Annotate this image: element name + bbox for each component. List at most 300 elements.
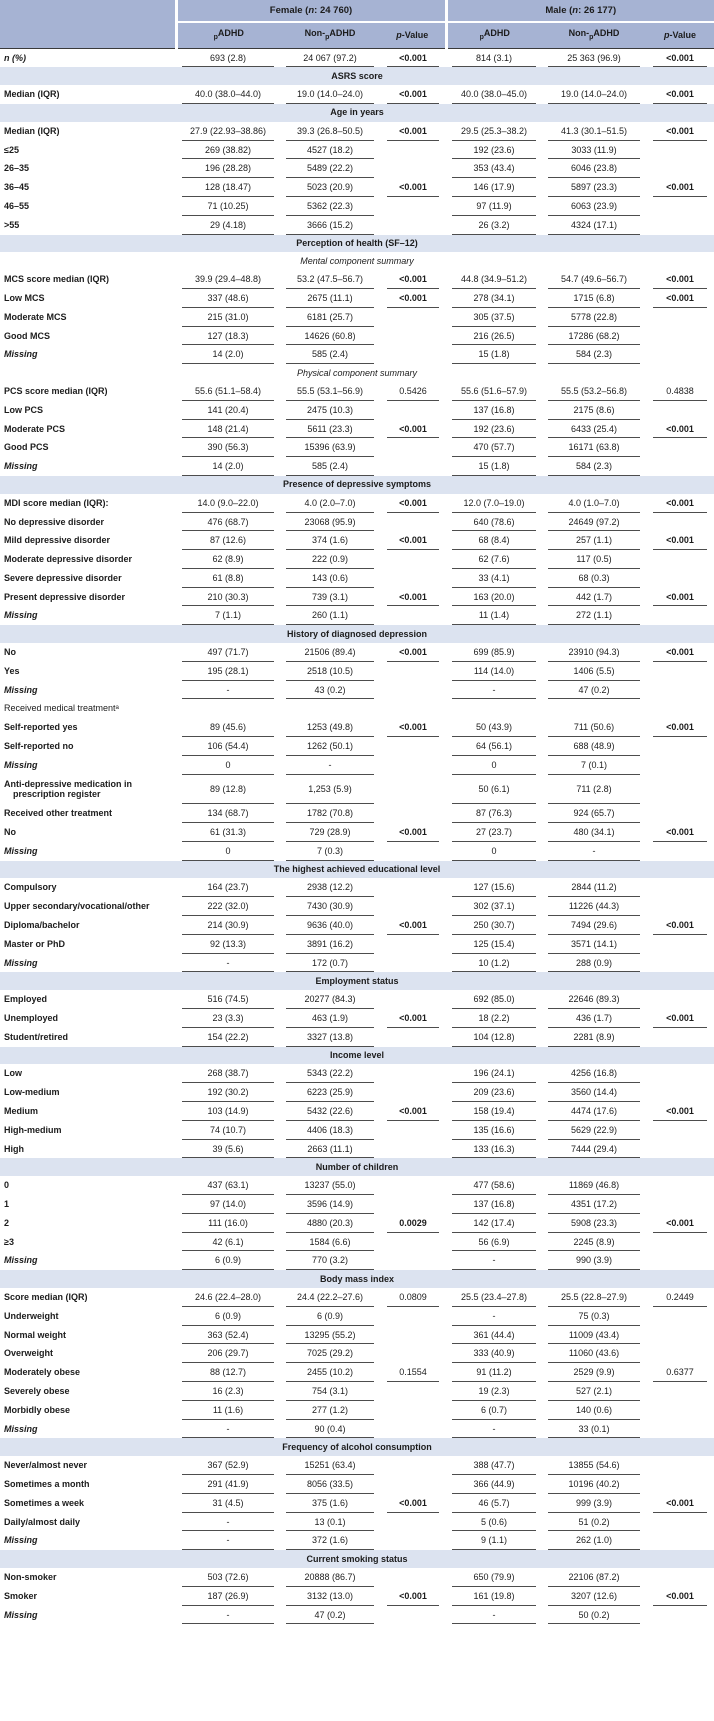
col-header-non-padhd-male (542, 22, 646, 48)
section-title: Employment status (0, 972, 714, 990)
p-value-cell (380, 1121, 446, 1140)
data-row (0, 513, 714, 532)
row-label: Missing (4, 349, 38, 360)
data-row (0, 141, 714, 160)
p-value-cell: <0.001 (380, 270, 446, 289)
row-label: Low-medium (4, 1087, 60, 1098)
value-cell: 584 (2.3) (542, 345, 646, 364)
value-cell: 114 (14.0) (446, 662, 542, 681)
p-value-cell (646, 1420, 714, 1439)
value-cell: 3560 (14.4) (542, 1083, 646, 1102)
value-cell: 277 (1.2) (280, 1401, 380, 1420)
data-row (0, 1214, 714, 1233)
value-cell: 3666 (15.2) (280, 216, 380, 235)
value-cell: 2938 (12.2) (280, 878, 380, 897)
p-value-cell (380, 1475, 446, 1494)
value-cell: 770 (3.2) (280, 1251, 380, 1270)
data-row (0, 935, 714, 954)
data-row (0, 420, 714, 439)
row-label: Diploma/bachelor (4, 920, 80, 931)
p-value-cell (380, 775, 446, 805)
p-value-cell (646, 804, 714, 823)
p-value-cell: <0.001 (380, 643, 446, 662)
section-title: Presence of depressive symptoms (0, 476, 714, 494)
value-cell: 61 (8.8) (176, 569, 280, 588)
p-value-cell (646, 513, 714, 532)
value-cell: 13855 (54.6) (542, 1456, 646, 1475)
p-value-cell: <0.001 (380, 289, 446, 308)
value-cell: 5897 (23.3) (542, 178, 646, 197)
section-header-row (0, 972, 714, 990)
p-value-cell (380, 681, 446, 700)
p-value-cell (380, 1251, 446, 1270)
data-row (0, 289, 714, 308)
value-cell: 196 (28.28) (176, 159, 280, 178)
p-value-cell (380, 141, 446, 160)
row-label: Low PCS (4, 404, 44, 415)
value-cell: 272 (1.1) (542, 606, 646, 625)
value-cell: 14.0 (9.0–22.0) (176, 494, 280, 513)
value-cell: 15396 (63.9) (280, 438, 380, 457)
p-subscript: p (479, 34, 484, 42)
data-row (0, 1028, 714, 1047)
value-cell: 999 (3.9) (542, 1494, 646, 1513)
p-value-cell (646, 197, 714, 216)
data-row (0, 1288, 714, 1307)
row-label: Non-smoker (4, 1571, 57, 1582)
value-cell: - (446, 1251, 542, 1270)
row-label: Missing (4, 1255, 38, 1266)
p-value-cell (380, 327, 446, 346)
row-label: Missing (4, 1535, 38, 1546)
value-cell: 43 (0.2) (280, 681, 380, 700)
value-cell: 133 (16.3) (446, 1140, 542, 1159)
value-cell: 0 (446, 842, 542, 861)
value-cell: 9636 (40.0) (280, 916, 380, 935)
value-cell: 209 (23.6) (446, 1083, 542, 1102)
p-value-cell: <0.001 (646, 494, 714, 513)
value-cell: 163 (20.0) (446, 588, 542, 607)
p-subscript: p (589, 34, 594, 42)
value-cell: 4.0 (1.0–7.0) (542, 494, 646, 513)
row-label: 2 (4, 1217, 10, 1228)
p-value-cell (646, 1326, 714, 1345)
value-cell: 210 (30.3) (176, 588, 280, 607)
data-row (0, 48, 714, 67)
p-value-cell (646, 1064, 714, 1083)
value-cell: 6063 (23.9) (542, 197, 646, 216)
value-cell: 13295 (55.2) (280, 1326, 380, 1345)
value-cell: 5023 (20.9) (280, 178, 380, 197)
value-cell: 89 (45.6) (176, 718, 280, 737)
row-label: Missing (4, 759, 38, 770)
value-cell: 6046 (23.8) (542, 159, 646, 178)
value-cell: - (446, 1606, 542, 1625)
p-value-cell (646, 1606, 714, 1625)
row-label: Median (IQR) (4, 89, 60, 100)
value-cell: 361 (44.4) (446, 1326, 542, 1345)
p-value-cell (646, 1121, 714, 1140)
value-cell: 137 (16.8) (446, 1195, 542, 1214)
value-cell: 13 (0.1) (280, 1513, 380, 1532)
p-value-cell: <0.001 (380, 48, 446, 67)
row-label: 46–55 (4, 200, 30, 211)
p-value-cell (380, 1307, 446, 1326)
value-cell: 25 363 (96.9) (542, 48, 646, 67)
value-cell: 88 (12.7) (176, 1363, 280, 1382)
section-title: Frequency of alcohol consumption (0, 1438, 714, 1456)
row-label: Mild depressive disorder (4, 535, 111, 546)
p-value-cell (380, 550, 446, 569)
value-cell: 269 (38.82) (176, 141, 280, 160)
row-label: No (4, 647, 16, 658)
value-cell: 42 (6.1) (176, 1233, 280, 1252)
value-cell: 24649 (97.2) (542, 513, 646, 532)
group-header-row (0, 0, 714, 22)
value-cell: 158 (19.4) (446, 1102, 542, 1121)
data-row (0, 954, 714, 973)
row-label: MDI score median (IQR): (4, 497, 109, 508)
p-value-cell: <0.001 (646, 1494, 714, 1513)
section-header-row (0, 861, 714, 879)
row-label: Severely obese (4, 1385, 70, 1396)
value-cell: 46 (5.7) (446, 1494, 542, 1513)
p-subscript: p (325, 34, 330, 42)
p-value-cell: 0.5426 (380, 382, 446, 401)
p-value-cell: <0.001 (646, 122, 714, 141)
value-cell: 3891 (16.2) (280, 935, 380, 954)
p-value-cell: <0.001 (646, 48, 714, 67)
p-value-cell: <0.001 (646, 289, 714, 308)
p-value-cell (380, 878, 446, 897)
section-title: Perception of health (SF–12) (0, 235, 714, 253)
p-value-cell (646, 990, 714, 1009)
p-value-cell (380, 737, 446, 756)
p-value-cell (646, 1401, 714, 1420)
row-label: Employed (4, 994, 48, 1005)
p-value-cell (380, 842, 446, 861)
row-label: 0 (4, 1180, 10, 1191)
value-cell: 11 (1.4) (446, 606, 542, 625)
value-cell: 90 (0.4) (280, 1420, 380, 1439)
col-header-padhd-male (446, 22, 542, 48)
p-value-label: -Value (669, 30, 697, 41)
data-row (0, 1064, 714, 1083)
data-row (0, 197, 714, 216)
data-row (0, 178, 714, 197)
data-row (0, 122, 714, 141)
value-cell: 585 (2.4) (280, 345, 380, 364)
p-value-cell: <0.001 (646, 1102, 714, 1121)
value-cell: 125 (15.4) (446, 935, 542, 954)
value-cell: 584 (2.3) (542, 457, 646, 476)
value-cell: 50 (0.2) (542, 1606, 646, 1625)
value-cell: 87 (12.6) (176, 531, 280, 550)
row-label: Good MCS (4, 330, 50, 341)
p-value-cell: 0.0029 (380, 1214, 446, 1233)
value-cell: 47 (0.2) (542, 681, 646, 700)
p-value-cell (646, 1195, 714, 1214)
male-label-prefix: Male ( (545, 5, 573, 16)
p-value-label: -Value (401, 30, 429, 41)
value-cell: 470 (57.7) (446, 438, 542, 457)
value-cell: 1782 (70.8) (280, 804, 380, 823)
p-value-cell (646, 438, 714, 457)
table-body (0, 48, 714, 1624)
value-cell: 363 (52.4) (176, 1326, 280, 1345)
row-label: Upper secondary/vocational/other (4, 901, 150, 912)
p-value-cell: <0.001 (380, 178, 446, 197)
value-cell: 0 (176, 756, 280, 775)
p-value-cell (380, 1233, 446, 1252)
col-header-padhd-female (176, 22, 280, 48)
value-cell: 7430 (30.9) (280, 897, 380, 916)
data-row (0, 897, 714, 916)
section-title: Income level (0, 1047, 714, 1065)
p-subscript: p (213, 34, 218, 42)
value-cell: 92 (13.3) (176, 935, 280, 954)
value-cell: 711 (2.8) (542, 775, 646, 805)
p-value-cell (646, 1176, 714, 1195)
p-value-cell (380, 159, 446, 178)
section-header-row (0, 1158, 714, 1176)
p-symbol: p (664, 30, 670, 41)
value-cell: 388 (47.7) (446, 1456, 542, 1475)
value-cell: 11009 (43.4) (542, 1326, 646, 1345)
data-row (0, 1513, 714, 1532)
male-group-header (446, 0, 714, 22)
value-cell: 2675 (11.1) (280, 289, 380, 308)
data-row (0, 804, 714, 823)
value-cell: 2844 (11.2) (542, 878, 646, 897)
value-cell: 0 (176, 842, 280, 861)
data-row (0, 737, 714, 756)
value-cell: 692 (85.0) (446, 990, 542, 1009)
row-label: ≤25 (4, 144, 19, 155)
row-label: Received other treatment (4, 808, 113, 819)
p-value-cell: <0.001 (646, 270, 714, 289)
p-value-cell: <0.001 (646, 823, 714, 842)
value-cell: - (176, 954, 280, 973)
p-value-cell (646, 1028, 714, 1047)
value-cell: - (176, 1531, 280, 1550)
value-cell: 278 (34.1) (446, 289, 542, 308)
value-cell: 1584 (6.6) (280, 1233, 380, 1252)
value-cell: 23 (3.3) (176, 1009, 280, 1028)
row-label: Self-reported yes (4, 722, 78, 733)
row-label: Moderate depressive disorder (4, 554, 133, 565)
data-row (0, 1083, 714, 1102)
data-row (0, 270, 714, 289)
value-cell: 143 (0.6) (280, 569, 380, 588)
value-cell: 195 (28.1) (176, 662, 280, 681)
data-row (0, 643, 714, 662)
p-value-cell (380, 662, 446, 681)
section-title: Body mass index (0, 1270, 714, 1288)
value-cell: 50 (43.9) (446, 718, 542, 737)
value-cell: 257 (1.1) (542, 531, 646, 550)
p-value-cell (380, 1344, 446, 1363)
data-row (0, 1140, 714, 1159)
p-value-cell: <0.001 (646, 588, 714, 607)
p-value-cell: <0.001 (646, 1587, 714, 1606)
p-value-cell (646, 1513, 714, 1532)
section-title: ASRS score (0, 67, 714, 85)
value-cell: 1253 (49.8) (280, 718, 380, 737)
value-cell: 14626 (60.8) (280, 327, 380, 346)
value-cell: 27.9 (22.93–38.86) (176, 122, 280, 141)
row-label: Self-reported no (4, 741, 74, 752)
value-cell: 366 (44.9) (446, 1475, 542, 1494)
p-value-cell (646, 737, 714, 756)
value-cell: 15 (1.8) (446, 457, 542, 476)
male-count: : 26 177) (578, 5, 617, 16)
value-cell: 7025 (29.2) (280, 1344, 380, 1363)
data-row (0, 345, 714, 364)
value-cell: 6223 (25.9) (280, 1083, 380, 1102)
value-cell: - (446, 681, 542, 700)
p-value-cell: <0.001 (646, 178, 714, 197)
value-cell: 24 067 (97.2) (280, 48, 380, 67)
value-cell: 23068 (95.9) (280, 513, 380, 532)
data-row (0, 842, 714, 861)
value-cell: 39.3 (26.8–50.5) (280, 122, 380, 141)
non-prefix: Non- (304, 28, 326, 39)
value-cell: 390 (56.3) (176, 438, 280, 457)
row-label: ≥3 (4, 1236, 14, 1247)
value-cell: 353 (43.4) (446, 159, 542, 178)
value-cell: 2518 (10.5) (280, 662, 380, 681)
row-label: Severe depressive disorder (4, 572, 122, 583)
value-cell: 4474 (17.6) (542, 1102, 646, 1121)
data-row (0, 308, 714, 327)
value-cell: 222 (32.0) (176, 897, 280, 916)
p-value-cell (380, 954, 446, 973)
data-row (0, 1420, 714, 1439)
p-value-cell (646, 345, 714, 364)
value-cell: 480 (34.1) (542, 823, 646, 842)
value-cell: 4351 (17.2) (542, 1195, 646, 1214)
value-cell: 106 (54.4) (176, 737, 280, 756)
value-cell: 5 (0.6) (446, 1513, 542, 1532)
row-label: Moderately obese (4, 1367, 81, 1378)
p-value-cell (646, 308, 714, 327)
corner-cell (0, 0, 176, 48)
data-row (0, 1251, 714, 1270)
section-header-row (0, 67, 714, 85)
value-cell: 40.0 (38.0–45.0) (446, 85, 542, 104)
row-label: No depressive disorder (4, 516, 105, 527)
row-label: Moderate MCS (4, 311, 67, 322)
value-cell: 650 (79.9) (446, 1568, 542, 1587)
value-cell: 47 (0.2) (280, 1606, 380, 1625)
section-header-row (0, 235, 714, 253)
value-cell: 12.0 (7.0–19.0) (446, 494, 542, 513)
data-row (0, 588, 714, 607)
value-cell: 19.0 (14.0–24.0) (280, 85, 380, 104)
value-cell: 6433 (25.4) (542, 420, 646, 439)
p-value-cell (380, 756, 446, 775)
data-row (0, 569, 714, 588)
row-label: PCS score median (IQR) (4, 385, 108, 396)
p-value-cell (646, 1344, 714, 1363)
value-cell: 97 (14.0) (176, 1195, 280, 1214)
p-value-cell (646, 662, 714, 681)
value-cell: 22106 (87.2) (542, 1568, 646, 1587)
data-row (0, 159, 714, 178)
p-value-cell: <0.001 (646, 1214, 714, 1233)
p-value-cell: <0.001 (646, 718, 714, 737)
value-cell: 2663 (11.1) (280, 1140, 380, 1159)
p-value-cell (380, 401, 446, 420)
value-cell: 74 (10.7) (176, 1121, 280, 1140)
value-cell: 23910 (94.3) (542, 643, 646, 662)
value-cell: 55.6 (51.1–58.4) (176, 382, 280, 401)
data-row (0, 1531, 714, 1550)
p-value-cell (380, 438, 446, 457)
p-value-cell: 0.2449 (646, 1288, 714, 1307)
value-cell: 22646 (89.3) (542, 990, 646, 1009)
value-cell: 463 (1.9) (280, 1009, 380, 1028)
adhd-label: ADHD (483, 28, 510, 39)
row-label: Score median (IQR) (4, 1291, 88, 1302)
value-cell: - (446, 1307, 542, 1326)
value-cell: 302 (37.1) (446, 897, 542, 916)
value-cell: 53.2 (47.5–56.7) (280, 270, 380, 289)
row-label: 1 (4, 1198, 10, 1209)
p-value-cell (380, 569, 446, 588)
p-value-cell: <0.001 (380, 823, 446, 842)
p-value-cell: <0.001 (380, 916, 446, 935)
value-cell: 29 (4.18) (176, 216, 280, 235)
value-cell: 1715 (6.8) (542, 289, 646, 308)
value-cell: 7 (0.1) (542, 756, 646, 775)
p-value-cell (380, 1401, 446, 1420)
data-row (0, 1307, 714, 1326)
value-cell: 19.0 (14.0–24.0) (542, 85, 646, 104)
value-cell: 87 (76.3) (446, 804, 542, 823)
section-header-row (0, 1047, 714, 1065)
value-cell: 2475 (10.3) (280, 401, 380, 420)
p-value-cell: 0.6377 (646, 1363, 714, 1382)
value-cell: 693 (2.8) (176, 48, 280, 67)
row-label: Underweight (4, 1310, 59, 1321)
row-label: Missing (4, 461, 38, 472)
p-value-cell (380, 804, 446, 823)
p-value-cell (646, 550, 714, 569)
p-value-cell (380, 1140, 446, 1159)
col-header-pvalue-male (646, 22, 714, 48)
p-value-cell (646, 1531, 714, 1550)
value-cell: 4880 (20.3) (280, 1214, 380, 1233)
row-label: Unemployed (4, 1013, 59, 1024)
value-cell: 250 (30.7) (446, 916, 542, 935)
p-value-cell (380, 1568, 446, 1587)
data-row (0, 1121, 714, 1140)
value-cell: 68 (8.4) (446, 531, 542, 550)
section-title: Number of children (0, 1158, 714, 1176)
value-cell: 367 (52.9) (176, 1456, 280, 1475)
row-label: n (%) (4, 52, 26, 63)
p-value-cell (380, 935, 446, 954)
data-row (0, 1009, 714, 1028)
value-cell: 11869 (46.8) (542, 1176, 646, 1195)
p-value-cell (646, 1233, 714, 1252)
p-value-cell (380, 1456, 446, 1475)
p-value-cell (646, 897, 714, 916)
value-cell: 699 (85.9) (446, 643, 542, 662)
row-label: Medium (4, 1106, 39, 1116)
